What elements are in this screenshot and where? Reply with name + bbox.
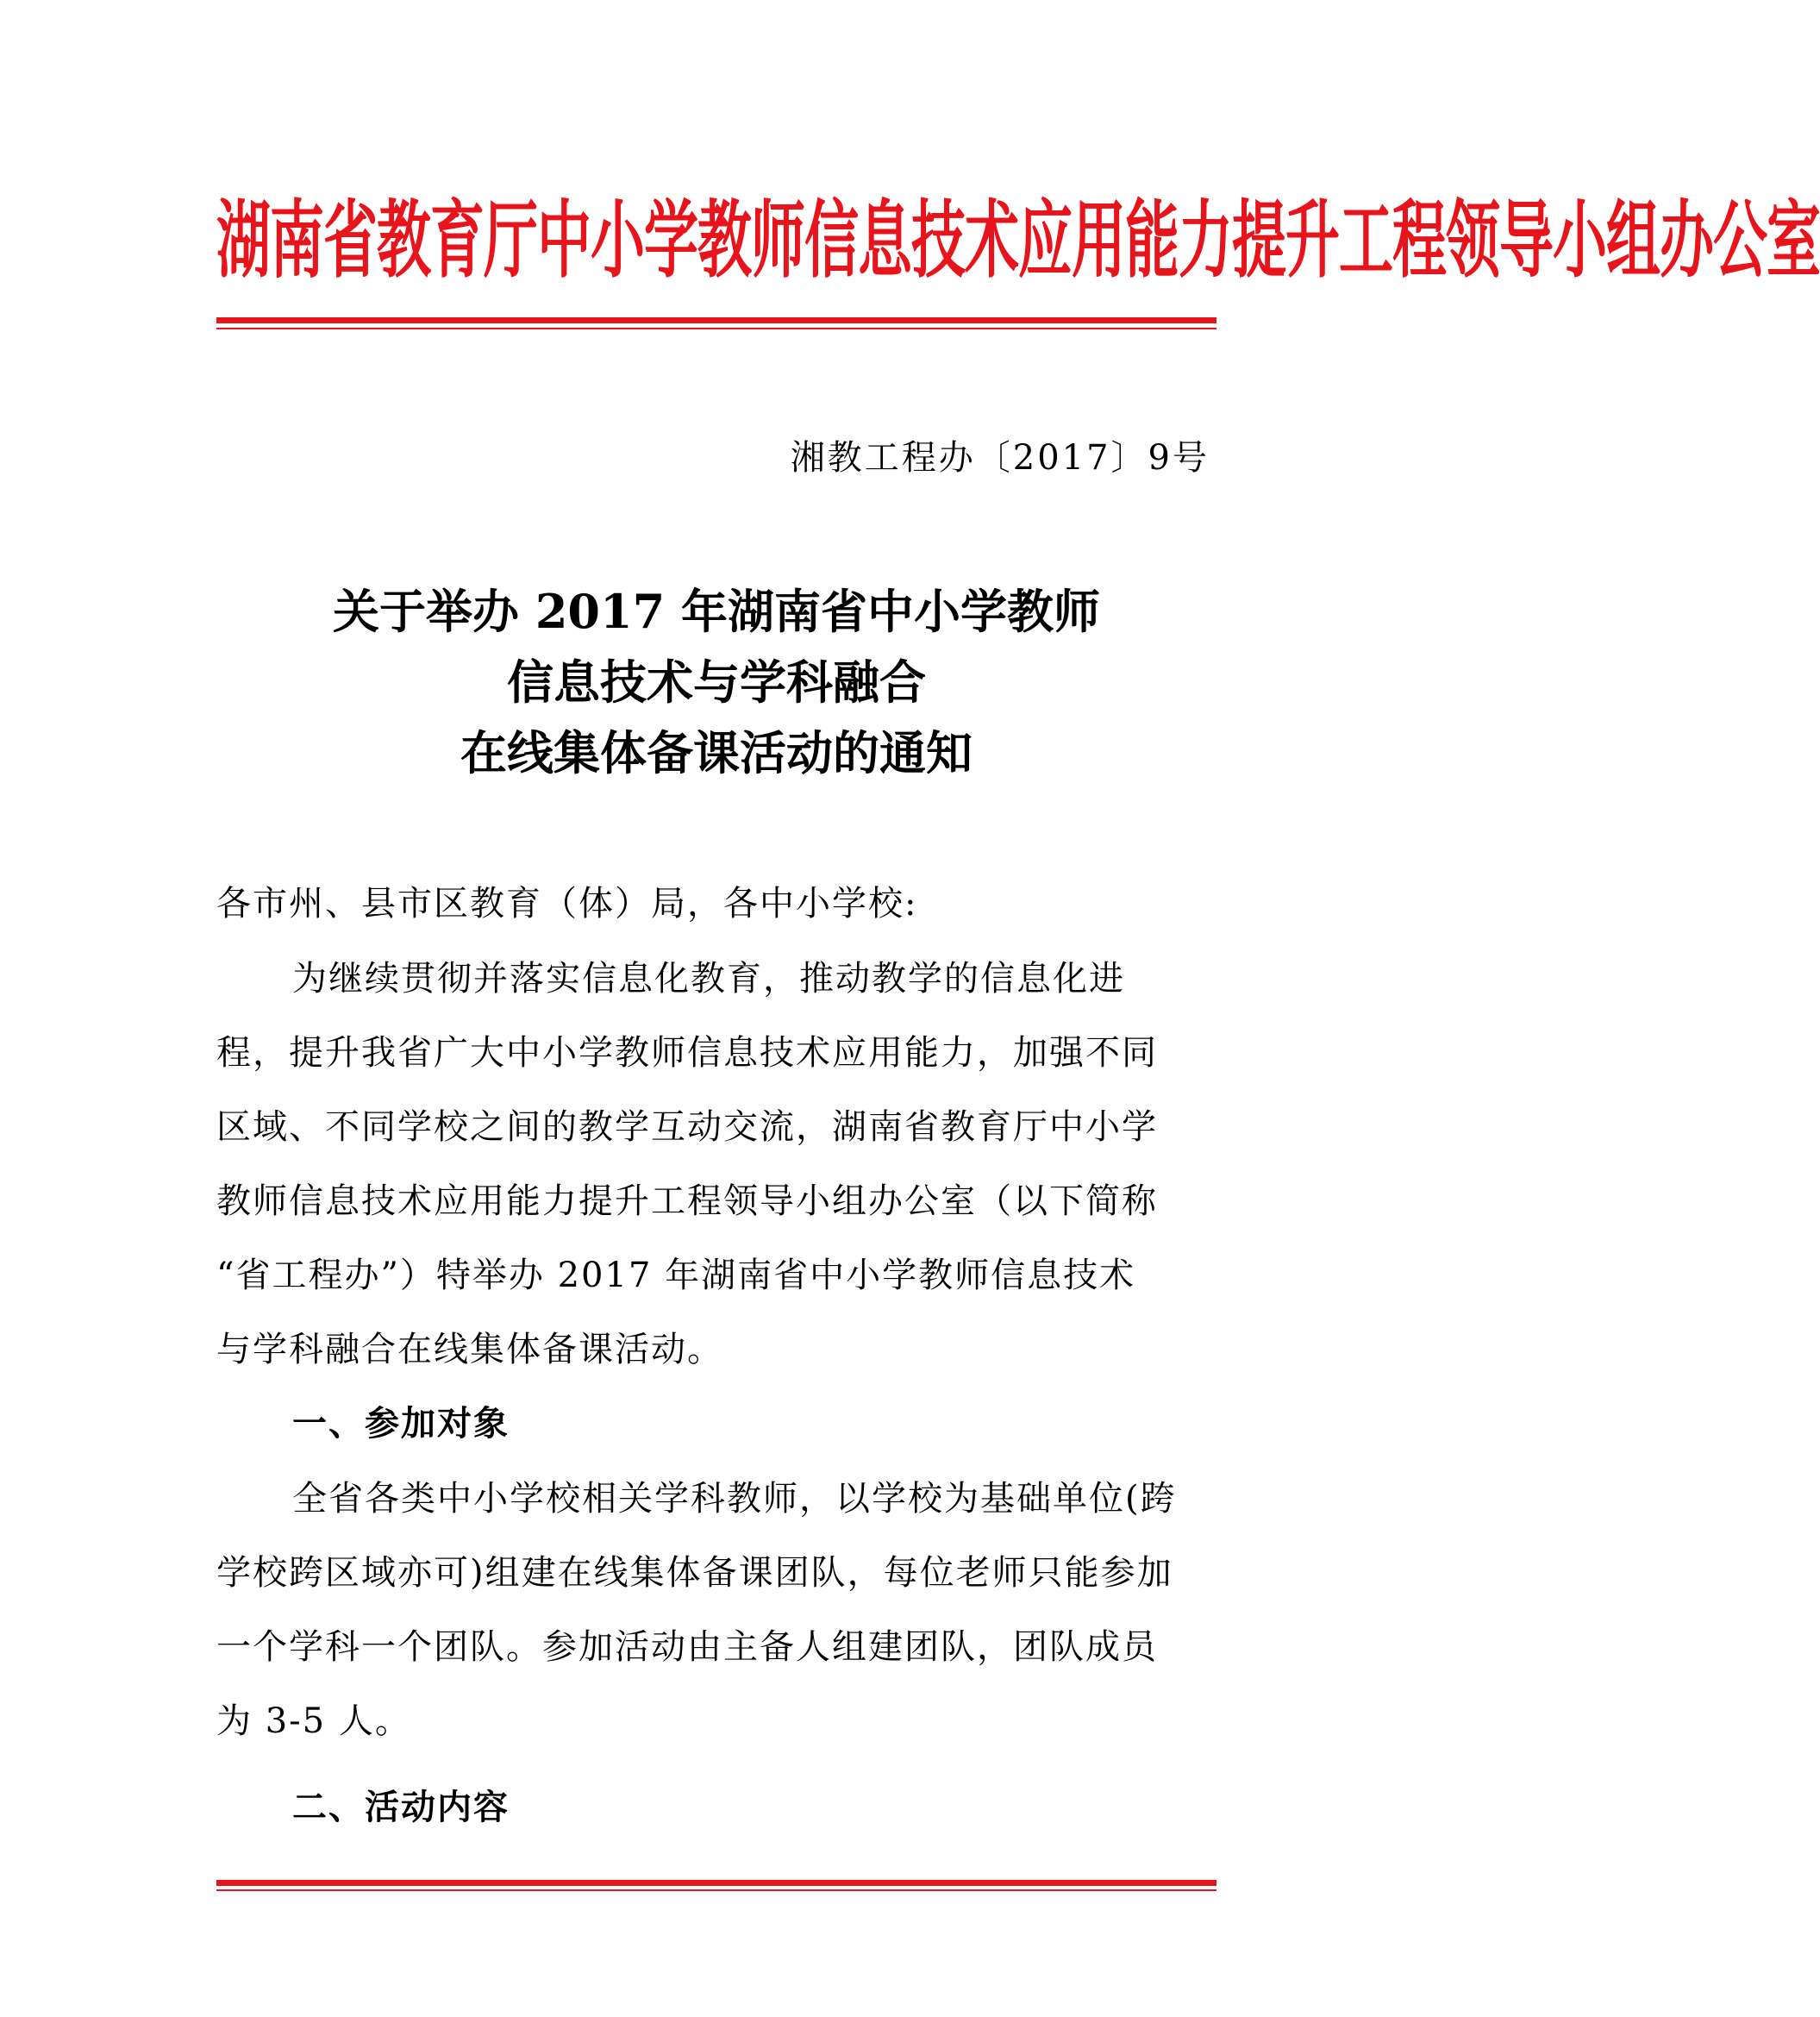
footer-red-rule-thin [216,1889,1216,1891]
section-heading-content: 二、活动内容 [292,1788,510,1827]
paragraph-line: 区域、不同学校之间的教学互动交流，湖南省教育厅中小学 [216,1107,1158,1147]
addressee: 各市州、县市区教育（体）局，各中小学校: [216,884,918,924]
paragraph-line: 与学科融合在线集体备课活动。 [216,1330,723,1369]
document-title [216,576,1216,788]
header-red-rule-thick [216,317,1216,323]
title-line: 关于举办 2017 年湖南省中小学教师 [333,584,1100,639]
header-red-rule-thin [216,328,1216,329]
paragraph-line: 为 3-5 人。 [216,1701,411,1741]
paragraph-line: 全省各类中小学校相关学科教师，以学校为基础单位(跨 [292,1479,1177,1519]
document-number: 湘教工程办〔2017〕9号 [790,438,1210,478]
section-heading-participants: 一、参加对象 [292,1404,510,1444]
letterhead-title: 湖南省教育厅中小学教师信息技术应用能力提升工程领导小组办公室 [216,191,1820,290]
paragraph-line: 教师信息技术应用能力提升工程领导小组办公室（以下简称 [216,1181,1158,1221]
title-line: 信息技术与学科融合 [507,655,926,710]
paragraph-line: 学校跨区域亦可)组建在线集体备课团队，每位老师只能参加 [216,1553,1173,1593]
paragraph-line: 为继续贯彻并落实信息化教育，推动教学的信息化进 [292,959,1125,999]
paragraph-line: 一个学科一个团队。参加活动由主备人组建团队，团队成员 [216,1627,1158,1667]
paragraph-line: “省工程办”）特举办 2017 年湖南省中小学教师信息技术 [216,1256,1136,1295]
paragraph-line: 程，提升我省广大中小学教师信息技术应用能力，加强不同 [216,1033,1158,1073]
footer-red-rule-thick [216,1880,1216,1886]
title-line: 在线集体备课活动的通知 [460,725,973,780]
